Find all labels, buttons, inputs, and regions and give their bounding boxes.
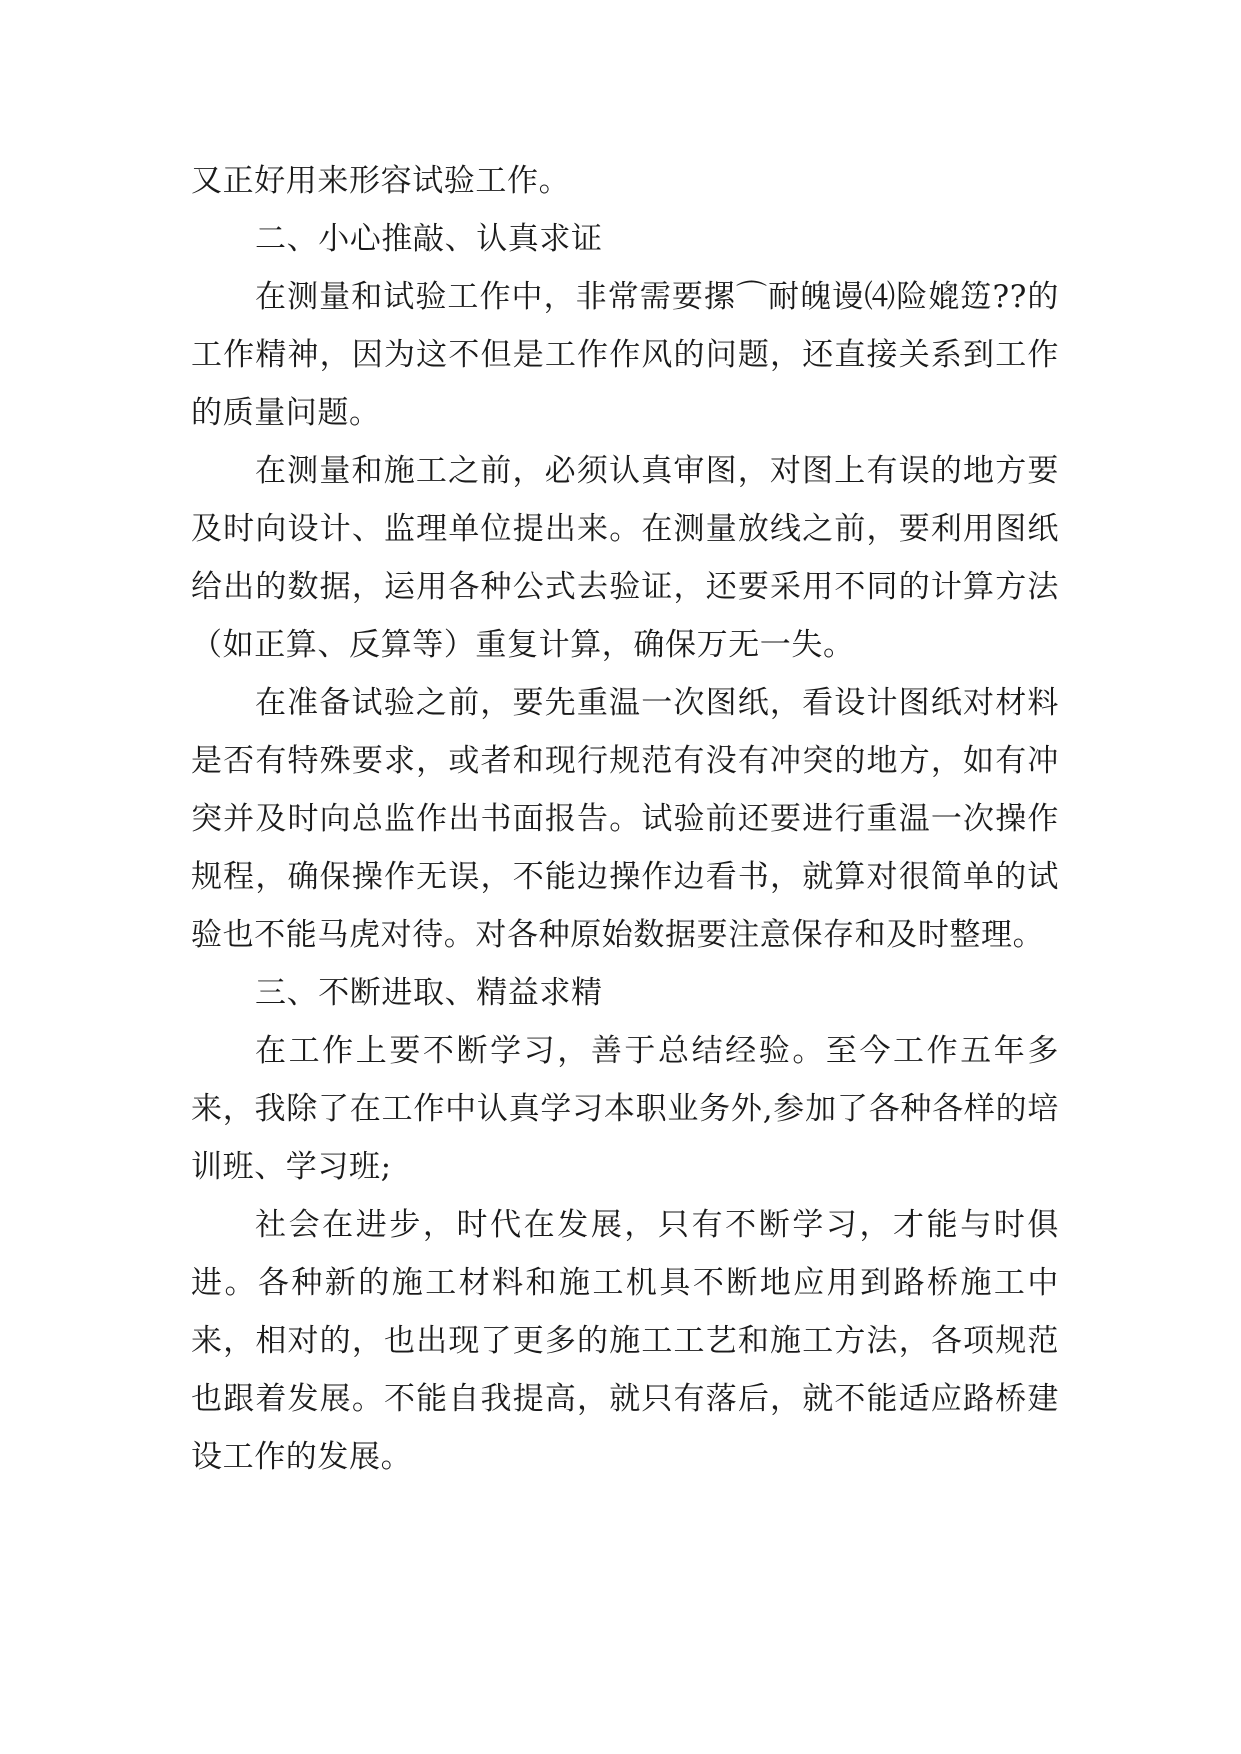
- paragraph: 在测量和试验工作中，非常需要摞⌒耐魄谩⑷险媲笾??的工作精神，因为这不但是工作作风的问题，还直接关系到工作的质量问题。: [191, 279, 1059, 431]
- paragraph: 在测量和施工之前，必须认真审图，对图上有误的地方要及时向设计、监理单位提出来。在测量放线之前，要利用图纸给出的数据，运用各种公式去验证，还要采用不同的计算方法（如正算、反算等）重复计算，确保万无一失。: [191, 453, 1059, 663]
- section-heading-2: 二、小心推敲、认真求证: [255, 221, 603, 257]
- document-body: [191, 152, 1059, 1486]
- paragraph-continuation: 又正好用来形容试验工作。: [191, 163, 571, 199]
- paragraph: 社会在进步，时代在发展，只有不断学习，才能与时俱进。各种新的施工材料和施工机具不断地应用到路桥施工中来，相对的，也出现了更多的施工工艺和施工方法，各项规范也跟着发展。不能自我提高，就只有落后，就不能适应路桥建设工作的发展。: [191, 1207, 1059, 1475]
- section-heading-3: 三、不断进取、精益求精: [255, 975, 603, 1011]
- paragraph: 在准备试验之前，要先重温一次图纸，看设计图纸对材料是否有特殊要求，或者和现行规范有没有冲突的地方，如有冲突并及时向总监作出书面报告。试验前还要进行重温一次操作规程，确保操作无误，不能边操作边看书，就算对很简单的试验也不能马虎对待。对各种原始数据要注意保存和及时整理。: [191, 685, 1059, 953]
- paragraph: 在工作上要不断学习，善于总结经验。至今工作五年多来，我除了在工作中认真学习本职业务外,参加了各种各样的培训班、学习班;: [191, 1033, 1059, 1185]
